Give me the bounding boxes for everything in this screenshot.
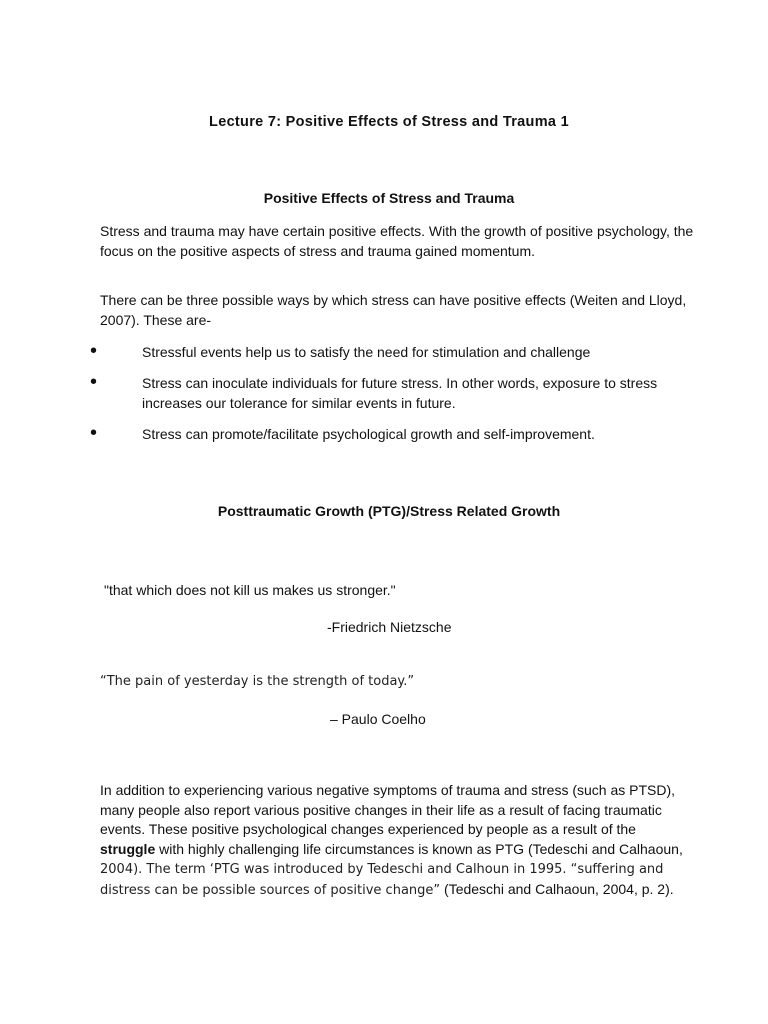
ptg-paragraph-text-2: with highly challenging life circumstances is known as PTG (Tedeschi and Calhaoun, (155, 840, 683, 857)
quote-author-coelho: – Paulo Coelho (330, 711, 426, 727)
list-item-text: Stress can inoculate individuals for future stress. In other words, exposure to stress increases our tolerance for similar events in future. (142, 375, 658, 411)
list-item-text: Stress can promote/facilitate psychological growth and self-improvement. (142, 426, 595, 442)
quote-coelho: “The pain of yesterday is the strength of today.” (100, 674, 415, 689)
list-item-text: Stressful events help us to satisfy the need for stimulation and challenge (142, 344, 591, 360)
bullet-icon: • (90, 340, 98, 362)
document-title: Lecture 7: Positive Effects of Stress and Trauma 1 (209, 114, 569, 130)
ptg-paragraph-text: In addition to experiencing various negative symptoms of trauma and stress (such as PTSD), many people also report various positive changes in their life as a result of facing traumatic events. These positive psychological changes experienced by people as a result of the (100, 782, 676, 837)
section-heading-positive-effects: Positive Effects of Stress and Trauma (263, 190, 515, 206)
ptg-paragraph-quote: 2004). The term ‘PTG was introduced by Tedeschi and Calhoun in 1995. “suffering and distress can be possible sources of positive change” (100, 862, 664, 898)
quote-author-nietzsche: -Friedrich Nietzsche (327, 619, 452, 635)
ptg-paragraph-citation: (Tedeschi and Calhaoun, 2004, p. 2). (440, 880, 674, 897)
section-heading-ptg: Posttraumatic Growth (PTG)/Stress Related Growth (217, 503, 561, 519)
ptg-paragraph (100, 781, 690, 900)
bullet-icon: • (90, 371, 98, 393)
quote-nietzsche: "that which does not kill us makes us stronger." (104, 582, 396, 598)
intro-paragraph: Stress and trauma may have certain positive effects. With the growth of positive psychology, the focus on the positive aspects of stress and trauma gained momentum. (100, 223, 694, 259)
bullet-icon: • (90, 422, 98, 444)
ptg-paragraph-bold: struggle (100, 840, 156, 857)
ways-paragraph: There can be three possible ways by which stress can have positive effects (Weiten and Lloyd, 2007). These are- (100, 292, 687, 328)
